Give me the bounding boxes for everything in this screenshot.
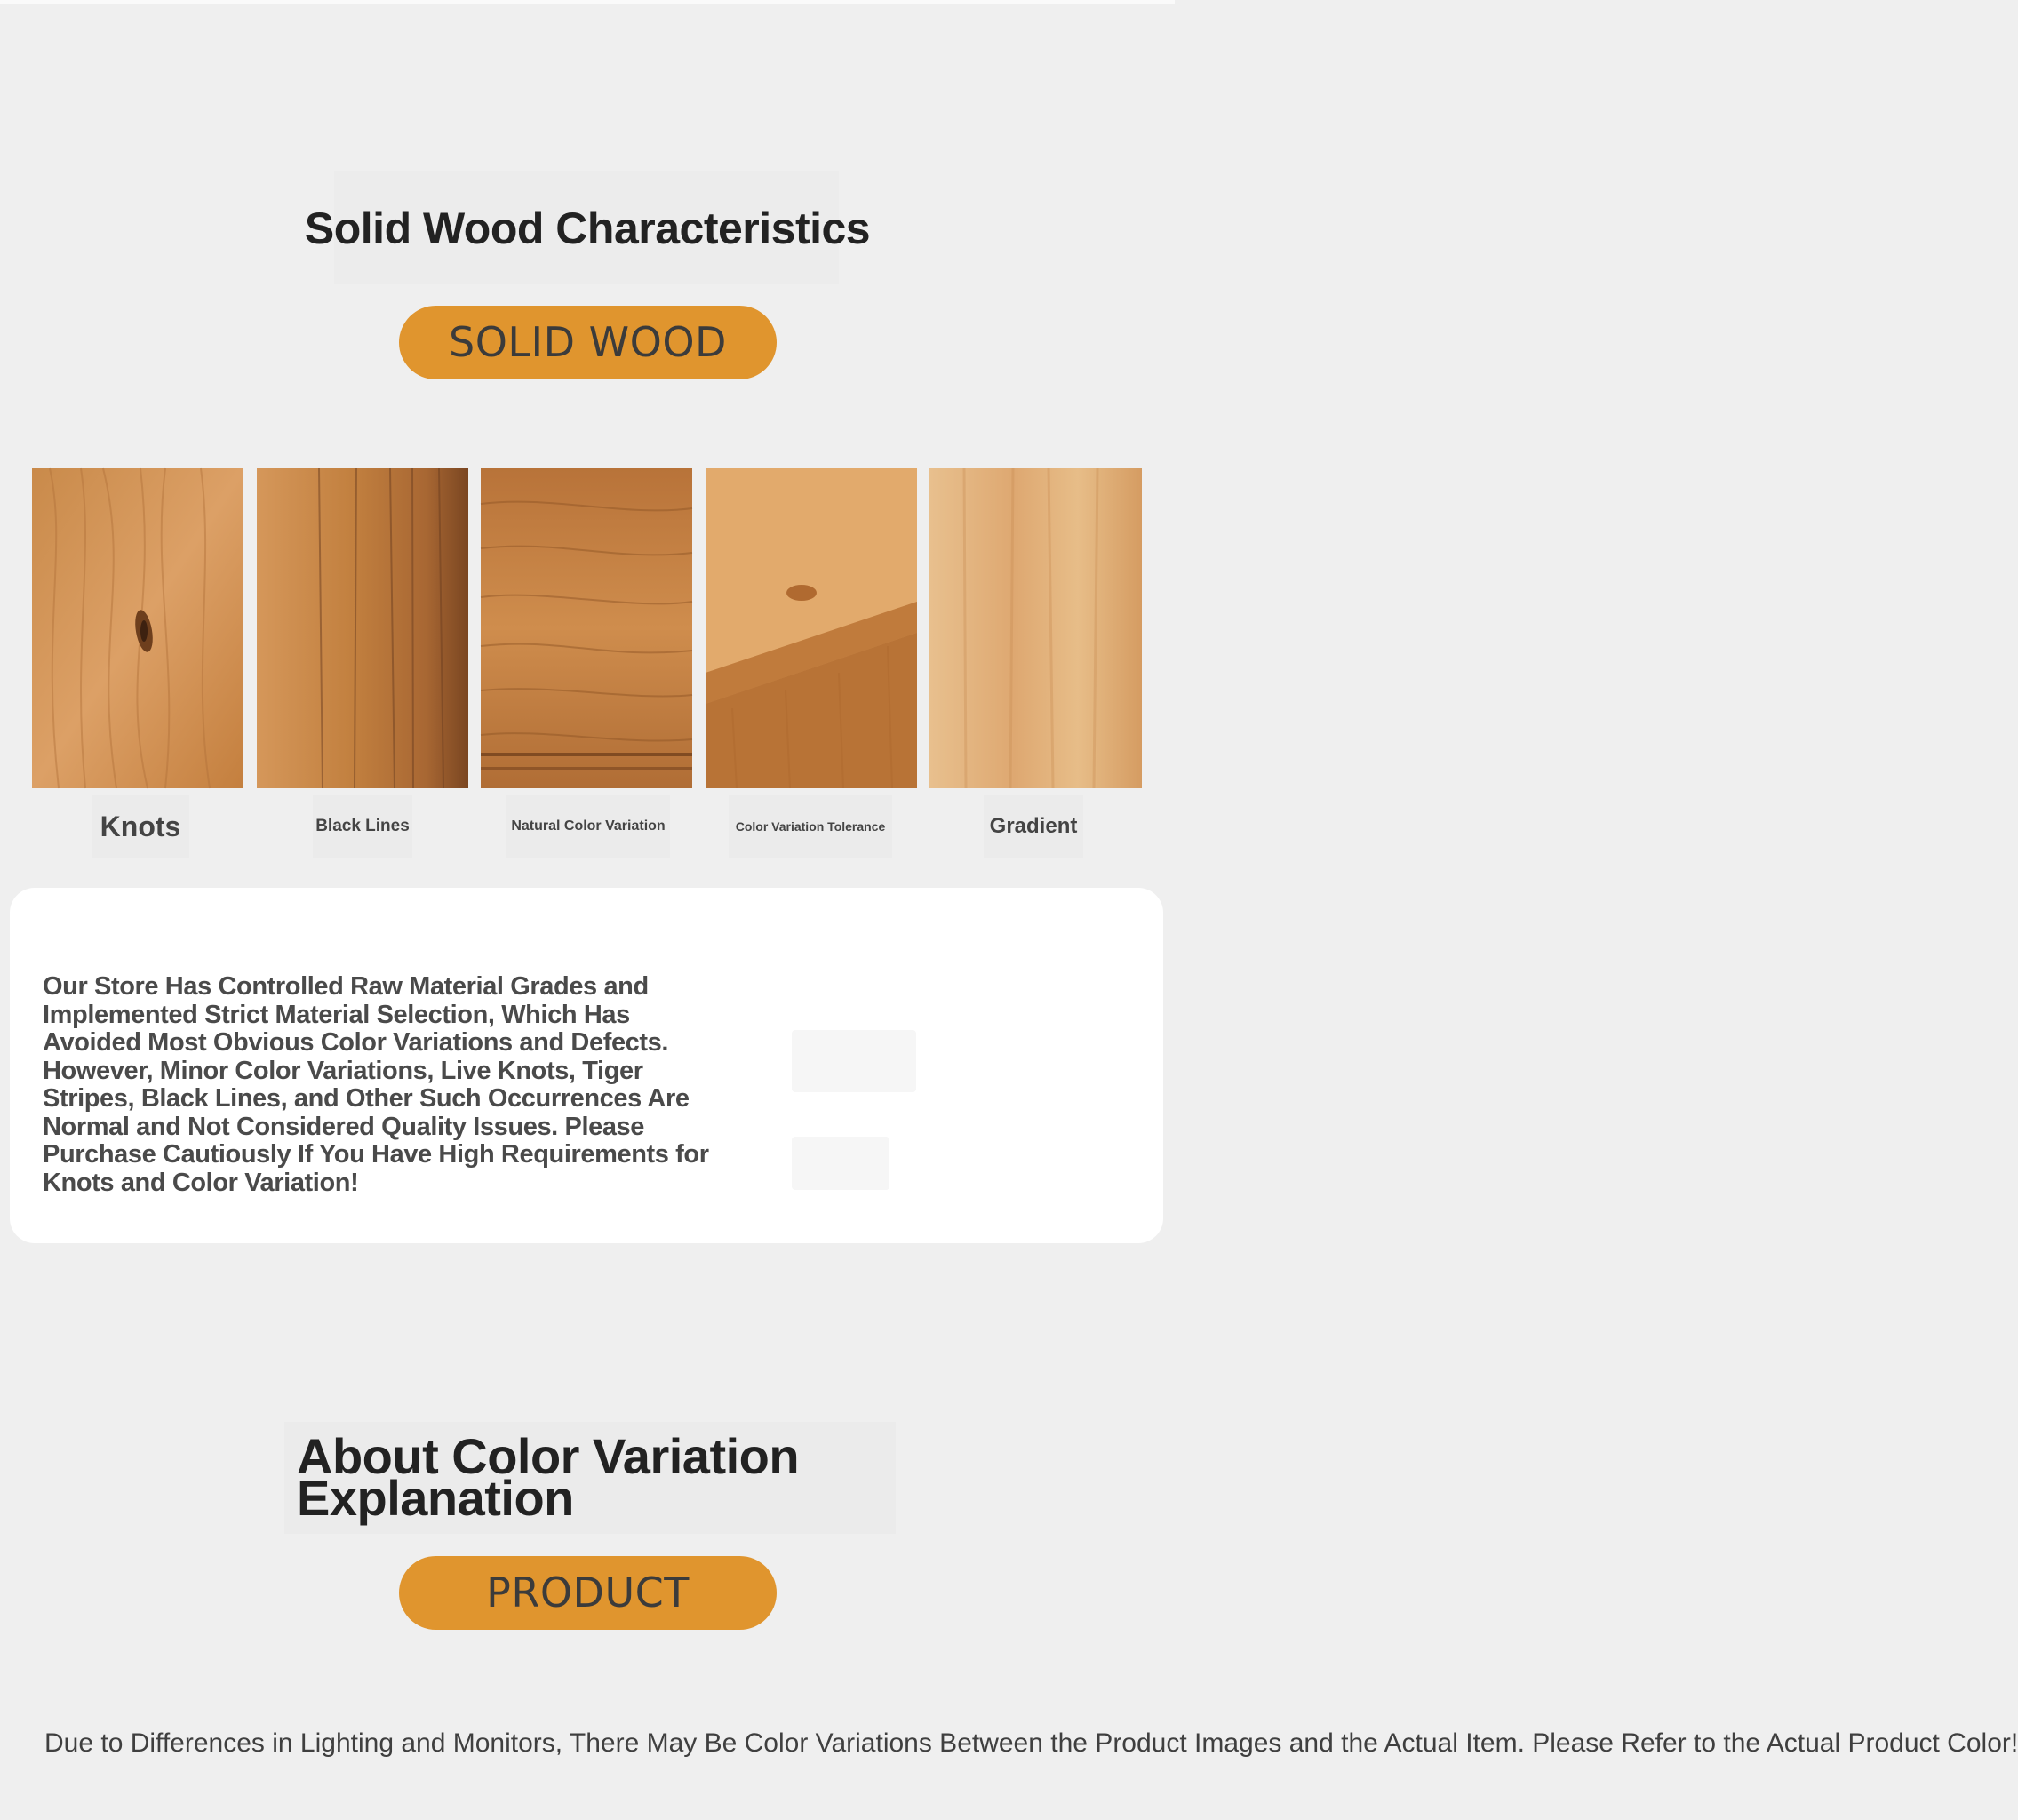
notice-card xyxy=(10,888,1163,1243)
sample-image-black-lines xyxy=(257,468,468,788)
caption-natural-color-variation: Natural Color Variation xyxy=(506,795,670,858)
sample-image-gradient xyxy=(929,468,1142,788)
caption-knots: Knots xyxy=(92,795,189,858)
product-badge: PRODUCT xyxy=(399,1556,777,1630)
sample-image-knots xyxy=(32,468,243,788)
caption-black-lines: Black Lines xyxy=(313,795,412,858)
section-title-solid-wood: Solid Wood Characteristics xyxy=(304,204,871,253)
notice-text: Our Store Has Controlled Raw Material Grades and Implemented Strict Material Selection, Which Has Avoided Most Obvious Color Variations and Defects. However, Minor Color Variations, Live Knots, Tiger Stripes, Black Lines, and Other Such Occurrences Are Normal and Not Considered Quality Issues. Please Purchase Cautiously If You Have High Requirements for Knots and Color Variation! xyxy=(43,972,709,1197)
top-divider xyxy=(0,0,1175,4)
sample-image-color-variation-tolerance xyxy=(706,468,917,788)
faded-graphic xyxy=(792,1030,916,1092)
caption-color-variation-tolerance: Color Variation Tolerance xyxy=(729,795,892,858)
solid-wood-badge: SOLID WOOD xyxy=(399,306,777,379)
sample-image-natural-color-variation xyxy=(481,468,692,788)
caption-gradient: Gradient xyxy=(984,795,1083,858)
color-disclaimer-text: Due to Differences in Lighting and Monitors, There May Be Color Variations Between the Product Images and the Actual Item. Please Refer to the Actual Product Color! xyxy=(44,1728,2018,1758)
faded-graphic xyxy=(792,1137,889,1190)
section-title-color-variation: About Color Variation Explanation xyxy=(297,1428,800,1526)
